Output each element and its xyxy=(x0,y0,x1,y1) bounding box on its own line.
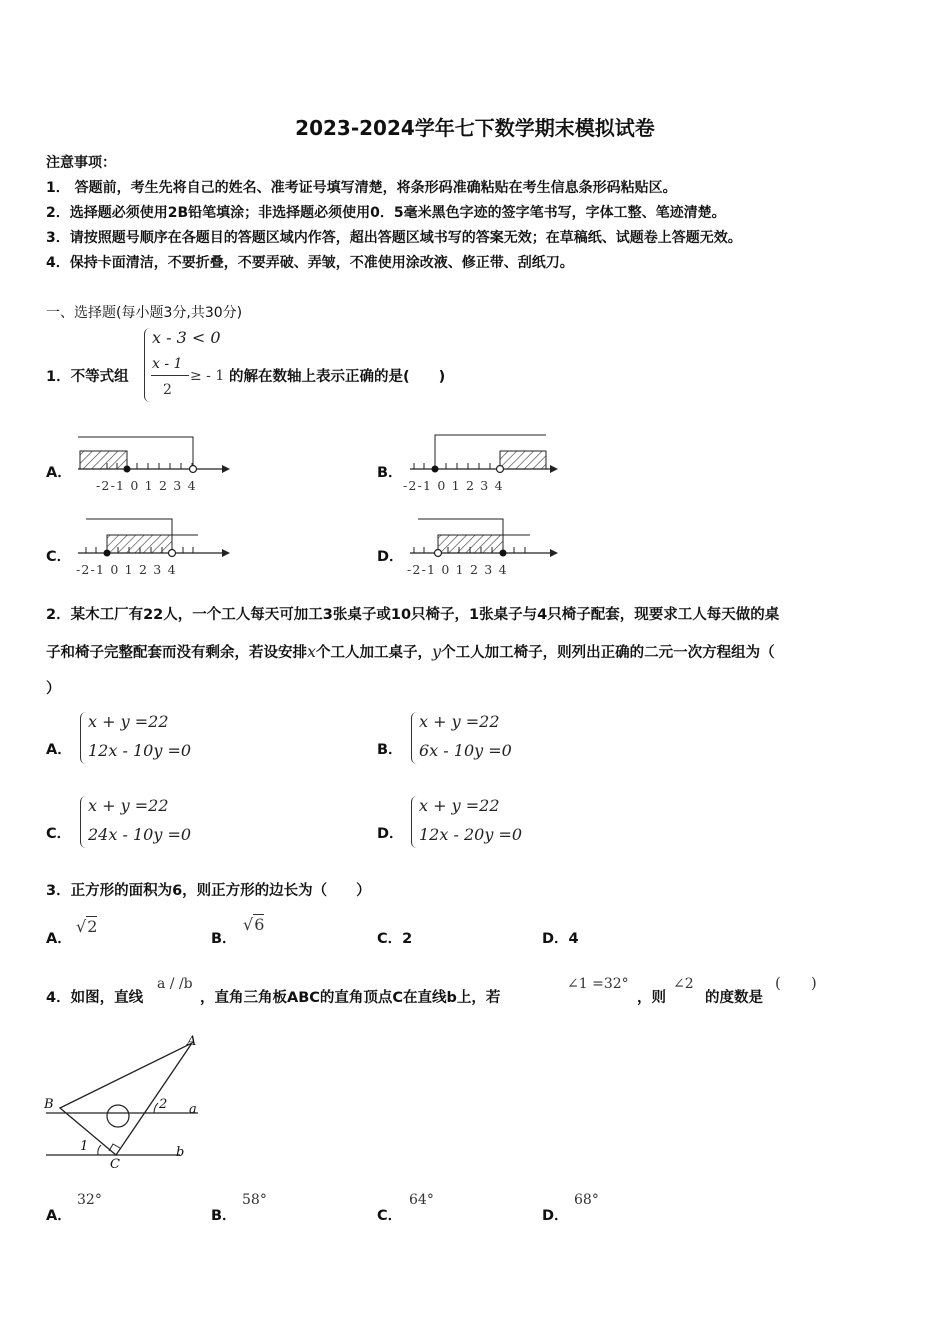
q2-option-c-brace xyxy=(80,796,87,848)
tick-labels-a: -2-1 0 1 2 3 4 xyxy=(96,478,197,493)
q2-option-b-brace xyxy=(411,712,418,764)
label-A: A xyxy=(187,1034,197,1049)
label-a: a xyxy=(189,1102,197,1117)
sqrt-symbol: √ xyxy=(76,917,87,936)
q2-line1: 2．某木工厂有22人，一个工人每天可加工3张桌子或10只椅子，1张桌子与4只椅子配套，现要求工人每天做的桌 xyxy=(46,607,780,623)
q1-option-d-label[interactable]: D． xyxy=(377,549,404,565)
q3-stem: 3．正方形的面积为6，则正方形的边长为（ ） xyxy=(46,883,371,899)
q1-frac-num: x - 1 xyxy=(152,356,183,372)
q3-option-b-value: √6 xyxy=(243,915,265,934)
q4-angle1: ∠1 =32° xyxy=(567,976,629,992)
tick-labels-d: -2-1 0 1 2 3 4 xyxy=(407,562,508,577)
label-B: B xyxy=(44,1097,54,1112)
q1-option-c-label[interactable]: C． xyxy=(46,549,72,565)
q4-angle2: ∠2 xyxy=(673,976,694,992)
q1-option-b-label[interactable]: B． xyxy=(377,465,403,481)
q2-option-d-eq2: 12x - 20y =0 xyxy=(419,825,523,844)
q2-option-b-eq1: x + y =22 xyxy=(419,712,500,731)
q3-option-a-label[interactable]: A． xyxy=(46,931,72,947)
number-line-a xyxy=(78,437,230,473)
q2-option-a-eq1: x + y =22 xyxy=(88,712,169,731)
q2-option-b-label[interactable]: B． xyxy=(377,742,403,758)
q4-ab: a / /b xyxy=(157,976,193,992)
q4-option-a-value: 32° xyxy=(77,1192,102,1208)
q4-option-d-value: 68° xyxy=(574,1192,599,1208)
q1-ineq2-rhs: ≥ - 1 xyxy=(190,368,225,384)
q4-option-a-label[interactable]: A． xyxy=(46,1208,72,1224)
tick-labels-b: -2-1 0 1 2 3 4 xyxy=(403,478,504,493)
label-angle-2: 2 xyxy=(159,1097,168,1112)
q3-option-b-label[interactable]: B． xyxy=(211,931,237,947)
q3-option-c-label[interactable]: C．2 xyxy=(377,931,413,947)
sqrt-symbol: √ xyxy=(243,915,254,934)
q4-option-b-value: 58° xyxy=(242,1192,267,1208)
notice-item-4: 4．保持卡面清洁，不要折叠，不要弄破、弄皱，不准使用涂改液、修正带、刮纸刀。 xyxy=(46,255,574,271)
q2-option-a-label[interactable]: A． xyxy=(46,742,72,758)
q4-paren: ( ) xyxy=(775,974,817,992)
q2-option-c-label[interactable]: C． xyxy=(46,826,72,842)
q4-option-c-label[interactable]: C． xyxy=(377,1208,403,1224)
q2-option-c-eq2: 24x - 10y =0 xyxy=(88,825,192,844)
notice-heading: 注意事项： xyxy=(46,155,116,171)
section-heading: 一、选择题(每小题3分,共30分) xyxy=(46,305,243,321)
q2-option-a-eq2: 12x - 10y =0 xyxy=(88,741,192,760)
page-title: 2023-2024学年七下数学期末模拟试卷 xyxy=(295,116,655,140)
q2-option-d-label[interactable]: D． xyxy=(377,826,404,842)
q1-prefix: 1．不等式组 xyxy=(46,369,129,385)
q3-option-d-label[interactable]: D．4 xyxy=(542,931,579,947)
q1-ineq1: x - 3 < 0 xyxy=(152,328,221,347)
q2-option-d-eq1: x + y =22 xyxy=(419,796,500,815)
q4-stem-a: 4．如图，直线 xyxy=(46,990,144,1006)
q4-stem-c: ，则 xyxy=(637,990,666,1006)
label-angle-1: 1 xyxy=(80,1139,89,1154)
q1-option-a-label[interactable]: A． xyxy=(46,465,72,481)
tick-labels-c: -2-1 0 1 2 3 4 xyxy=(76,562,177,577)
q1-suffix: 的解在数轴上表示正确的是( ) xyxy=(229,369,446,385)
q1-number-lines xyxy=(0,0,950,600)
notice-item-2: 2．选择题必须使用2B铅笔填涂；非选择题必须使用0．5毫米黑色字迹的签字笔书写，字体工整、笔迹清楚。 xyxy=(46,205,726,221)
q1-frac-den: 2 xyxy=(163,382,172,398)
label-C: C xyxy=(110,1157,120,1172)
q2-line2: 子和椅子完整配套而没有剩余，若设安排x个工人加工桌子，y个工人加工椅子，则列出正确的二元一次方程组为（ xyxy=(46,642,775,661)
q2-option-c-eq1: x + y =22 xyxy=(88,796,169,815)
number-line-c xyxy=(78,519,230,557)
q2-option-b-eq2: 6x - 10y =0 xyxy=(419,741,512,760)
q4-option-d-label[interactable]: D． xyxy=(542,1208,569,1224)
q3-option-a-value: √2 xyxy=(76,917,98,936)
label-b: b xyxy=(176,1145,185,1160)
q4-option-c-value: 64° xyxy=(409,1192,434,1208)
q2-option-a-brace xyxy=(80,712,87,764)
q2-option-d-brace xyxy=(411,796,418,848)
number-line-b xyxy=(410,435,558,473)
q4-option-b-label[interactable]: B． xyxy=(211,1208,237,1224)
q2-line3: ） xyxy=(46,681,61,697)
notice-item-3: 3．请按照题号顺序在各题目的答题区域内作答，超出答题区域书写的答案无效；在草稿纸、试题卷上答题无效。 xyxy=(46,230,742,246)
q4-stem-d: 的度数是 xyxy=(705,990,763,1006)
number-line-d xyxy=(410,519,558,557)
notice-item-1: 1． 答题前，考生先将自己的姓名、准考证号填写清楚，将条形码准确粘贴在考生信息条形码粘贴区。 xyxy=(46,180,677,196)
q4-stem-b: ，直角三角板ABC的直角顶点C在直线b上，若 xyxy=(200,990,501,1006)
